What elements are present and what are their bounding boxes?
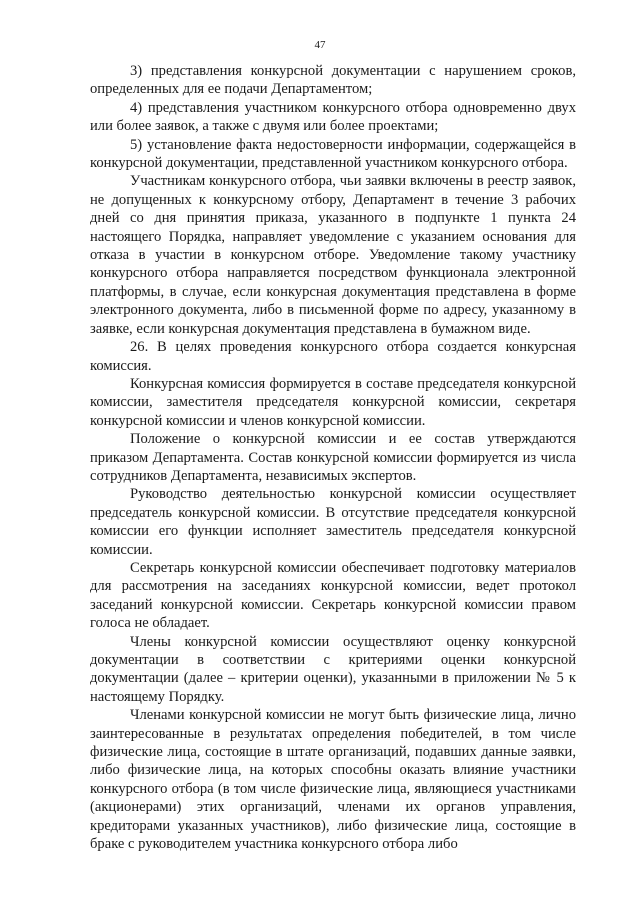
paragraph-item-4: 4) представления участником конкурсного отбора одновременно двух или более заявок, а также с двумя или более проектами; — [90, 99, 576, 135]
paragraph-notification: Участникам конкурсного отбора, чьи заявки включены в реестр заявок, не допущенных к конкурсному отбору, Департамент в течение 3 рабочих дней со дня принятия приказа, указанного в подпункте 1 пункта 24 настоящего Порядка, направляет уведомление с указанием основания для отказа в участии в конкурсном отборе. Уведомление такому участнику конкурсного отбора направляется посредством функционала электронной платформы, в случае, если конкурсная документация представлена в форме электронного документа, либо в письменной форме по адресу, указанному в заявке, если конкурсная документация представлена в бумажном виде. — [90, 173, 576, 337]
document-body — [90, 62, 576, 853]
page-number: 47 — [314, 39, 326, 51]
paragraph-clause-26: 26. В целях проведения конкурсного отбора создается конкурсная комиссия. — [90, 339, 576, 374]
paragraph-members-evaluation: Члены конкурсной комиссии осуществляют оценку конкурсной документации в соответствии с критериями оценки конкурсной документации (далее – критерии оценки), указанными в приложении № 5 к настоящему Порядку. — [90, 633, 576, 705]
paragraph-item-5: 5) установление факта недостоверности информации, содержащейся в конкурсной документации, представленной участником конкурсного отбора. — [90, 136, 576, 172]
paragraph-commission-composition: Конкурсная комиссия формируется в составе председателя конкурсной комиссии, заместителя председателя конкурсной комиссии, секретаря конкурсной комиссии и членов конкурсной комиссии. — [90, 375, 576, 429]
paragraph-commission-leadership: Руководство деятельностью конкурсной комиссии осуществляет председатель конкурсной комиссии. В отсутствие председателя конкурсной комиссии его функции исполняет заместитель председателя конкурсной комиссии. — [90, 486, 576, 558]
paragraph-item-3: 3) представления конкурсной документации с нарушением сроков, определенных для ее подачи Департаментом; — [90, 63, 576, 98]
paragraph-commission-regulation: Положение о конкурсной комиссии и ее состав утверждаются приказом Департамента. Состав конкурсной комиссии формируется из числа сотрудников Департамента, независимых экспертов. — [90, 431, 576, 484]
paragraph-members-restrictions: Членами конкурсной комиссии не могут быть физические лица, лично заинтересованные в результатах определения победителей, в том числе физические лица, состоящие в штате организаций, подавших данные заявки, либо физические лица, на которых способны оказать влияние участники конкурсного отбора (в том числе физические лица, являющиеся участниками (акционерами) этих организаций, членами их органов управления, кредиторами указанных участников), либо физические лица, состоящие в браке с руководителем участника конкурсного отбора либо — [90, 707, 576, 853]
paragraph-secretary: Секретарь конкурсной комиссии обеспечивает подготовку материалов для рассмотрения на заседаниях конкурсной комиссии, ведет протокол заседаний конкурсной комиссии. Секретарь конкурсной комиссии правом голоса не обладает. — [90, 559, 576, 632]
